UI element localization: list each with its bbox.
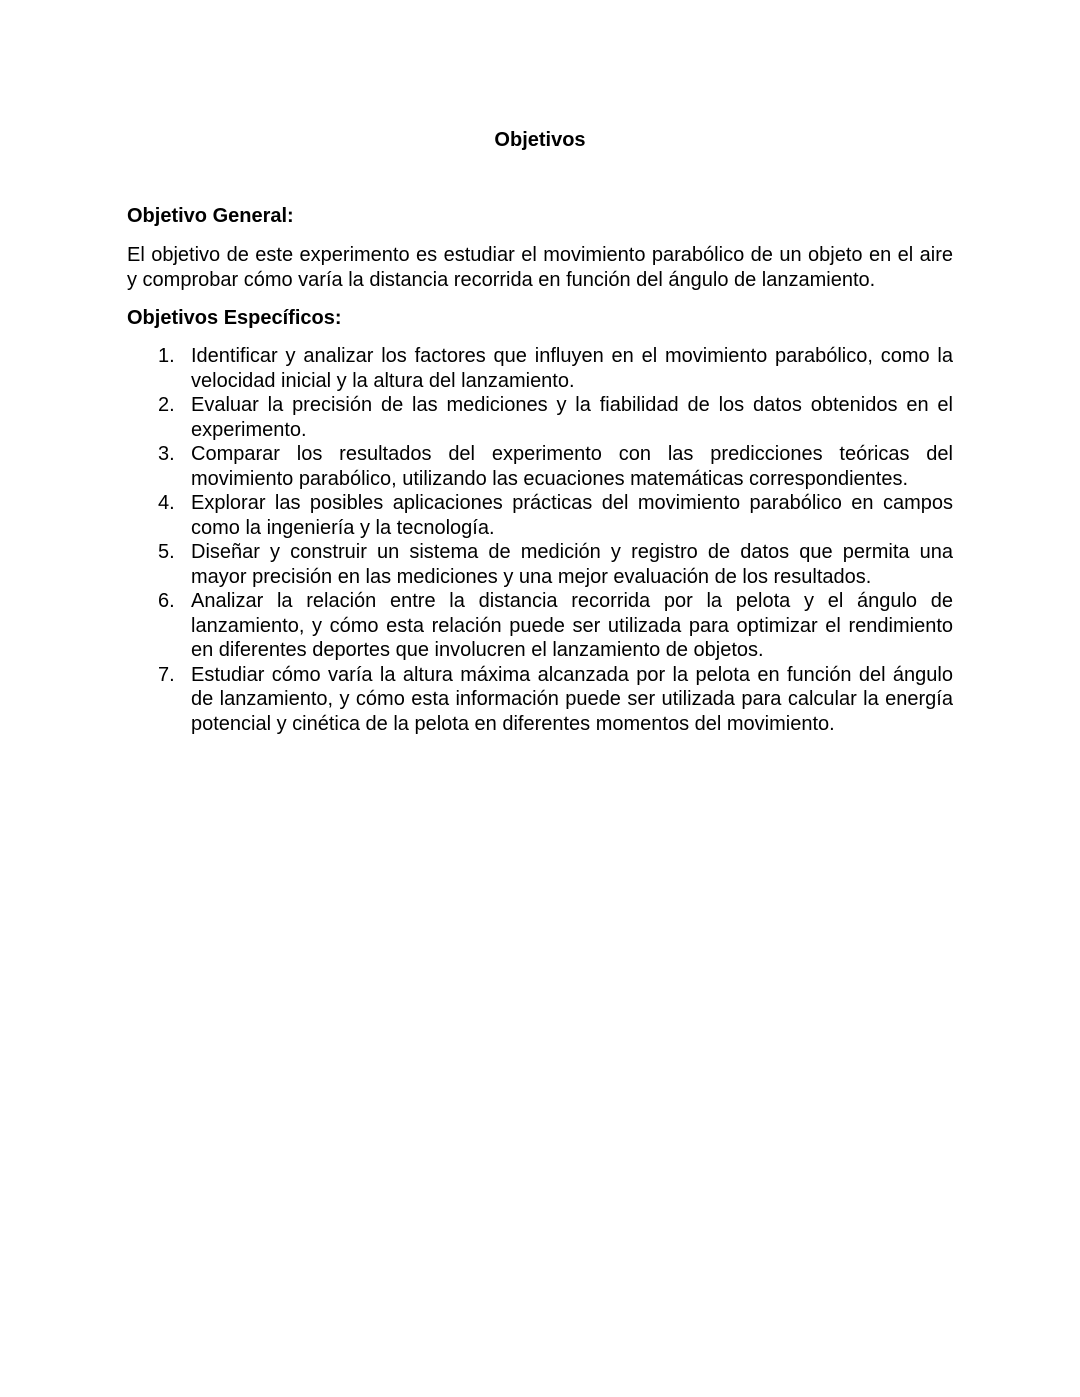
objective-number: 4. <box>158 492 175 514</box>
objective-number: 1. <box>158 345 175 367</box>
objective-item-7 <box>127 663 953 737</box>
objective-item-4 <box>127 491 953 540</box>
objective-item-6 <box>127 589 953 663</box>
objective-item-5 <box>127 540 953 589</box>
objective-number: 3. <box>158 443 175 465</box>
objective-text: Explorar las posibles aplicaciones prácticas del movimiento parabólico en campos como la ingeniería y la tecnología. <box>191 492 953 539</box>
objective-number: 7. <box>158 663 175 686</box>
objective-item-2 <box>127 393 953 442</box>
objective-text: Analizar la relación entre la distancia recorrida por la pelota y el ángulo de lanzamiento, y cómo esta relación puede ser utilizada para optimizar el rendimiento en diferentes deportes que involucren el lanzamiento de objetos. <box>191 590 953 661</box>
general-objective-heading: Objetivo General: <box>127 205 294 227</box>
objective-number: 5. <box>158 541 175 563</box>
objective-text: Identificar y analizar los factores que influyen en el movimiento parabólico, como la velocidad inicial y la altura del lanzamiento. <box>191 345 953 392</box>
objective-number: 2. <box>158 394 175 416</box>
objective-item-1 <box>127 344 953 393</box>
page-title: Objetivos <box>494 129 586 151</box>
general-objective-text: El objetivo de este experimento es estudiar el movimiento parabólico de un objeto en el aire y comprobar cómo varía la distancia recorrida en función del ángulo de lanzamiento. <box>127 244 953 291</box>
objective-number: 6. <box>158 590 175 612</box>
objective-text: Diseñar y construir un sistema de medición y registro de datos que permita una mayor precisión en las mediciones y una mejor evaluación de los resultados. <box>191 541 953 588</box>
specific-objectives-heading: Objetivos Específicos: <box>127 307 342 329</box>
objective-text: Evaluar la precisión de las mediciones y la fiabilidad de los datos obtenidos en el experimento. <box>191 394 953 441</box>
objective-text: Estudiar cómo varía la altura máxima alcanzada por la pelota en función del ángulo de lanzamiento, y cómo esta información puede ser utilizada para calcular la energía potencial y cinética de la pelota en diferentes momentos del movimiento. <box>191 663 953 735</box>
specific-objectives-list <box>127 344 953 736</box>
objective-item-3 <box>127 442 953 491</box>
objective-text: Comparar los resultados del experimento con las predicciones teóricas del movimiento parabólico, utilizando las ecuaciones matemáticas correspondientes. <box>191 443 953 490</box>
